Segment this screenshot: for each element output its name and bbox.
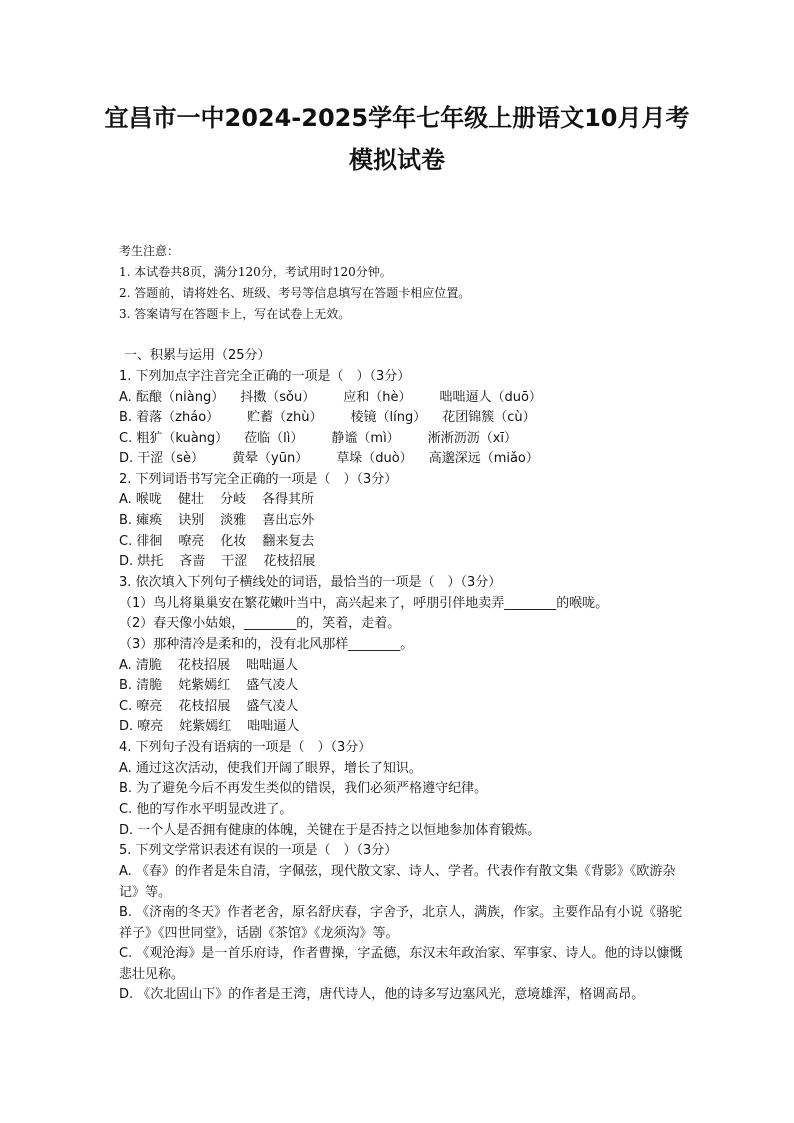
notice-item-1: 1. 本试卷共8页，满分120分，考试用时120分钟。 [119,265,392,279]
question-3-sentence-1: （1）鸟儿将巢巢安在繁花嫩叶当中，高兴起来了，呼朋引伴地卖弄________的喉咙。 [119,596,609,611]
question-2-option-c: C. 徘徊 嘹亮 化妆 翻来复去 [119,534,315,549]
question-1-option-a: A. 酝酿（niàng） 抖擞（sǒu） 应和（hè） 咄咄逼人（duō） [119,390,542,405]
question-3-option-c: C. 嘹亮 花枝招展 盛气凌人 [119,699,299,714]
notice-item-3: 3. 答案请写在答题卡上，写在试卷上无效。 [119,307,351,321]
question-3-stem: 3. 依次填入下列句子横线处的词语，最恰当的一项是（ ）（3分） [119,575,502,590]
question-1-stem: 1. 下列加点字注音完全正确的一项是（ ）（3分） [119,369,411,384]
question-2-option-b: B. 瘫痪 诀别 淡雅 喜出忘外 [119,513,315,528]
question-5-stem: 5. 下列文学常识表述有误的一项是（ ）（3分） [119,843,398,858]
question-5-option-c: C. 《观沧海》是一首乐府诗，作者曹操，字孟德，东汉末年政治家、军事家、诗人。他的诗以慷慨悲壮见称。 [119,946,683,982]
notice-item-2: 2. 答题前，请将姓名、班级、考号等信息填写在答题卡相应位置。 [119,286,471,300]
question-3-option-d: D. 嘹亮 姹紫嫣红 咄咄逼人 [119,719,300,734]
question-3-sentence-3: （3）那种清冷是柔和的，没有北风那样________。 [119,637,414,652]
question-2-stem: 2. 下列词语书写完全正确的一项是（ ）（3分） [119,472,398,487]
question-3-sentence-2: （2）春天像小姑娘，________的，笑着，走着。 [119,616,401,631]
question-5-option-a: A. 《春》的作者是朱自清，字佩弦，现代散文家、诗人、学者。代表作有散文集《背影》《欧游杂记》等。 [119,864,676,900]
question-1-option-b: B. 着落（zháo） 贮蓄（zhù） 棱镜（líng） 花团锦簇（cù） [119,410,536,425]
exam-title-line2: 模拟试卷 [349,146,445,174]
question-5-option-d: D. 《次北固山下》的作者是王湾，唐代诗人，他的诗多写边塞风光，意境雄浑，格调高昂。 [119,987,645,1002]
question-2-option-d: D. 烘托 吝啬 干涩 花枝招展 [119,554,316,569]
question-4-option-b: B. 为了避免今后不再发生类似的错误，我们必须严格遵守纪律。 [119,781,488,796]
question-3-option-a: A. 清脆 花枝招展 咄咄逼人 [119,658,298,673]
question-4-option-d: D. 一个人是否拥有健康的体魄，关键在于是否持之以恒地参加体育锻炼。 [119,823,541,838]
section-title: 一、积累与运用（25分） [124,348,271,363]
question-4-option-a: A. 通过这次活动，使我们开阔了眼界，增长了知识。 [119,761,422,776]
question-3-option-b: B. 清脆 姹紫嫣红 盛气凌人 [119,678,299,693]
question-1-option-c: C. 粗犷（kuàng） 莅临（lì） 静谧（mì） 淅淅沥沥（xī） [119,431,517,446]
question-4-stem: 4. 下列句子没有语病的一项是（ ）（3分） [119,740,372,755]
question-5-option-b: B. 《济南的冬天》作者老舍，原名舒庆春，字舍予，北京人，满族，作家。主要作品有小说《骆驼祥子》《四世同堂》，话剧《茶馆》《龙须沟》等。 [119,905,683,941]
exam-title-line1: 宜昌市一中2024-2025学年七年级上册语文10月月考 [104,104,690,132]
notice-header: 考生注意： [119,244,180,258]
question-1-option-d: D. 干涩（sè） 黄晕（yūn） 草垛（duò） 高邈深远（miǎo） [119,451,539,466]
question-2-option-a: A. 喉咙 健壮 分岐 各得其所 [119,492,314,507]
question-4-option-c: C. 他的写作水平明显改进了。 [119,802,293,817]
